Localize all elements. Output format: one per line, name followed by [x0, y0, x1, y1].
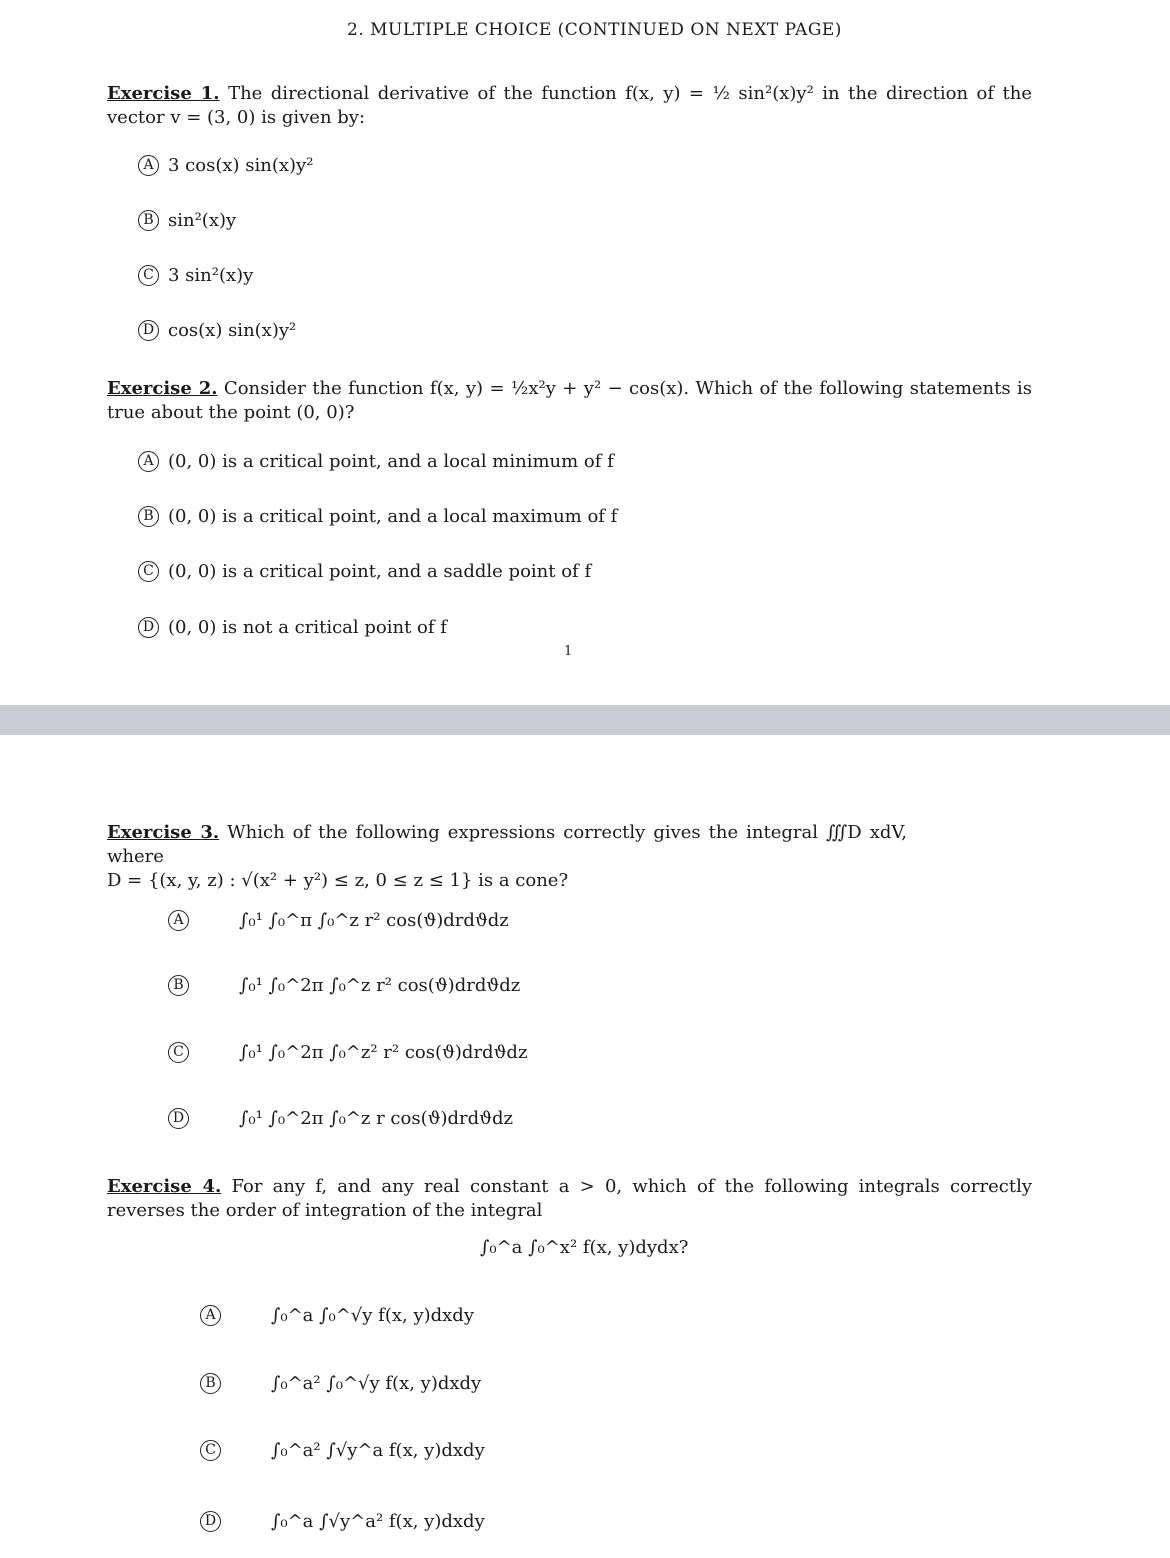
option-letter-circle: D [138, 320, 159, 341]
option-text: (0, 0) is a critical point, and a saddle point of f [168, 561, 592, 582]
page-1 [0, 0, 1170, 705]
page-separator [0, 705, 1170, 735]
option-letter-circle: B [138, 210, 159, 231]
option-integral: ∫₀¹ ∫₀^2π ∫₀^z r² cos(ϑ)drdϑdz [239, 975, 521, 996]
exercise-1-label: Exercise 1. [107, 83, 220, 104]
exercise-2-option-a[interactable] [138, 451, 614, 472]
option-integral: ∫₀^a² ∫₀^√y f(x, y)dxdy [271, 1373, 482, 1394]
exercise-2 [107, 377, 1032, 425]
option-text: 3 sin²(x)y [168, 265, 254, 286]
option-letter-circle: C [138, 561, 159, 582]
exercise-4-option-d[interactable] [200, 1511, 485, 1532]
page-number: 1 [564, 644, 573, 659]
option-letter-circle: C [200, 1440, 221, 1461]
exercise-2-text-a: Consider the function f(x, y) = ½x²y + y² − cos(x). Which of the following statements is true [107, 378, 1032, 423]
option-text: sin²(x)y [168, 210, 237, 231]
option-text: (0, 0) is not a critical point of f [168, 617, 447, 638]
option-letter-circle: B [138, 506, 159, 527]
exercise-3-option-c[interactable] [168, 1042, 527, 1063]
section-header: 2. MULTIPLE CHOICE (CONTINUED ON NEXT PAGE) [347, 20, 842, 40]
option-integral: ∫₀^a ∫√y^a² f(x, y)dxdy [271, 1511, 485, 1532]
exercise-1-option-c[interactable] [138, 265, 253, 286]
option-letter-circle: B [168, 975, 189, 996]
option-letter-circle: D [200, 1511, 221, 1532]
exercise-2-option-d[interactable] [138, 617, 447, 638]
exercise-2-option-c[interactable] [138, 561, 591, 582]
exercise-3-label: Exercise 3. [107, 822, 220, 843]
exercise-4-text-a: For any f, and any real constant a > 0, which of the following integrals correctly reverses the [107, 1176, 1032, 1221]
exercise-2-text-b: about the point (0, 0)? [150, 402, 355, 423]
option-letter-circle: A [138, 451, 159, 472]
option-integral: ∫₀¹ ∫₀^π ∫₀^z r² cos(ϑ)drdϑdz [239, 910, 509, 931]
exercise-1-option-b[interactable] [138, 210, 236, 231]
option-letter-circle: D [138, 617, 159, 638]
page-2 [0, 735, 1170, 1558]
exercise-3-option-a[interactable] [168, 910, 509, 931]
option-integral: ∫₀¹ ∫₀^2π ∫₀^z r cos(ϑ)drdϑdz [239, 1108, 514, 1129]
exercise-2-option-b[interactable] [138, 506, 617, 527]
exercise-3-option-b[interactable] [168, 975, 520, 996]
exercise-3 [107, 821, 907, 893]
exercise-4-option-a[interactable] [200, 1305, 474, 1326]
exercise-1-text-b: v = (3, 0) is given by: [170, 107, 366, 128]
exercise-4-text-b: order of integration of the integral [225, 1200, 543, 1221]
option-letter-circle: B [200, 1373, 221, 1394]
exercise-1-option-a[interactable] [138, 155, 313, 176]
option-text: cos(x) sin(x)y² [168, 320, 297, 341]
exercise-1 [107, 82, 1032, 130]
option-text: 3 cos(x) sin(x)y² [168, 155, 314, 176]
option-letter-circle: C [168, 1042, 189, 1063]
option-integral: ∫₀¹ ∫₀^2π ∫₀^z² r² cos(ϑ)drdϑdz [239, 1042, 528, 1063]
exercise-4-integral: ∫₀^a ∫₀^x² f(x, y)dydx? [480, 1237, 689, 1258]
option-letter-circle: A [138, 155, 159, 176]
exercise-4-option-b[interactable] [200, 1373, 481, 1394]
option-integral: ∫₀^a ∫₀^√y f(x, y)dxdy [271, 1305, 475, 1326]
exercise-1-option-d[interactable] [138, 320, 296, 341]
exercise-1-text-a: The directional derivative of the function f(x, y) = ½ sin²(x)y² in the direction of the vector [107, 83, 1032, 128]
exercise-3-option-d[interactable] [168, 1108, 513, 1129]
option-letter-circle: D [168, 1108, 189, 1129]
exercise-4-option-c[interactable] [200, 1440, 485, 1461]
exercise-2-label: Exercise 2. [107, 378, 218, 399]
option-integral: ∫₀^a² ∫√y^a f(x, y)dxdy [271, 1440, 485, 1461]
option-letter-circle: A [168, 910, 189, 931]
option-text: (0, 0) is a critical point, and a local minimum of f [168, 451, 614, 472]
exercise-4-label: Exercise 4. [107, 1176, 222, 1197]
exercise-3-text-a: Which of the following expressions correctly gives the integral ∭D xdV, where [107, 822, 907, 867]
exercise-3-text-b: D = {(x, y, z) : √(x² + y²) ≤ z, 0 ≤ z ≤ 1} is a cone? [107, 870, 569, 891]
exercise-4 [107, 1175, 1032, 1223]
option-letter-circle: A [200, 1305, 221, 1326]
option-letter-circle: C [138, 265, 159, 286]
option-text: (0, 0) is a critical point, and a local maximum of f [168, 506, 618, 527]
